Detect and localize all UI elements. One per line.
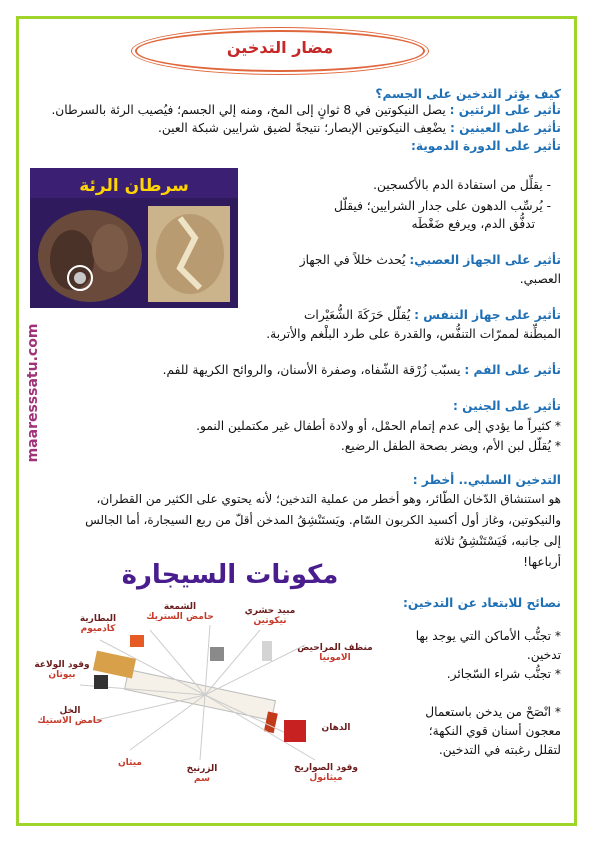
lungs-line <box>51 102 561 119</box>
component-sub-3: نيكوتين <box>253 616 287 626</box>
blood-item-1: - يقلِّل من استفادة الدم بالأكسجين. <box>373 178 551 192</box>
components-title: مكونات السيجارة <box>121 560 339 590</box>
fetus-label: تأثير على الجنين : <box>453 399 561 413</box>
lungs-label: تأثير على الرئتين : <box>449 103 561 117</box>
paint-can-icon <box>284 720 306 742</box>
blood-item-3: تدفُّق الدم، ويرفع ضَغْطَه <box>411 217 535 231</box>
advice-line-1: * تجنُّب الأماكن التي يوجد بها <box>415 629 561 643</box>
lung-cancer-image <box>30 168 238 308</box>
passive-line-4: أرباعها! <box>523 555 561 569</box>
component-sub-2: حامض الستريك <box>146 612 214 622</box>
passive-label: التدخين السلبي.. أخطر : <box>412 473 561 487</box>
mouth-line <box>163 362 561 379</box>
fetus-item-1: * كثيراً ما يؤدي إلى عدم إتمام الحمْل، أو ولادة أطفال غير مكتملين النمو. <box>196 419 561 433</box>
advice-line-4: * انْصَحْ من يدخن باستعمال <box>425 705 561 719</box>
passive-line-1: هو استنشاق الدّخان الطّائر، وهو أخطر من عملية التدخين؛ لأنه يحتوي على الكثير من القطران، <box>96 492 561 506</box>
component-sub-6: حامض الاستيك <box>37 716 103 726</box>
mouth-text: يسبّب زُرْقة الشّفاه، وصفرة الأسنان، والروائح الكريهة للفم. <box>162 363 465 377</box>
diseased-lung-icon <box>38 210 142 302</box>
watermark <box>18 300 40 490</box>
component-label-4: منظف المراحيض <box>297 643 373 653</box>
ammonia-bottle-icon <box>262 641 272 661</box>
fetus-item-2: * يُقلّل لبن الأم، ويضر بصحة الطفل الرضيع. <box>340 439 561 453</box>
advice-line-6: لتقلل رغبته في التدخين. <box>438 743 561 757</box>
lighter-icon <box>94 675 108 689</box>
component-label-5: وقود الولاعة <box>34 660 90 670</box>
nervous-line <box>300 252 561 269</box>
advice-line-2: تدخين. <box>526 648 561 662</box>
lung-image-caption: سرطان الرئة <box>79 176 189 196</box>
question-heading: كيف يؤثر التدخين على الجسم؟ <box>375 87 561 101</box>
component-sub-8: سم <box>194 774 210 784</box>
eyes-text: يضْعِف النيكوتين الإبصار؛ نتيجةً لضيق شرايين شبكة العين. <box>158 121 450 135</box>
component-label-3: مبيد حشري <box>244 606 296 616</box>
advice-line-5: معجون أسنان قوي النكهة؛ <box>428 724 561 738</box>
component-label-8: الزرنيخ <box>186 764 218 774</box>
eyes-label: تأثير على العينين : <box>449 121 561 135</box>
respiratory-line-2: المبطِّنة لممرّات التنفُّس، والقدرة على طرد البلْغم والأتربة. <box>266 327 561 341</box>
component-label-6: الخل <box>59 706 81 716</box>
nervous-label: تأثير على الجهاز العصبي: <box>409 253 561 267</box>
advice-label: نصائح للابتعاد عن التدخين: <box>402 596 561 610</box>
component-sub-10: ميثانول <box>309 773 343 783</box>
passive-line-2: والنيكوتين، وغاز أول أكسيد الكربون السّام. ويَستَنْشِقُ المدخن أقلّ من ربع السيجارة، أما الجالس <box>85 513 561 527</box>
nervous-text: يُحدث خللاً في الجهاز <box>299 253 410 267</box>
mouth-label: تأثير على الفم : <box>464 363 561 377</box>
insecticide-icon <box>210 647 224 661</box>
battery-icon <box>130 635 144 647</box>
page-title: مضار التدخين <box>226 38 334 57</box>
respiratory-label: تأثير على جهاز التنفس : <box>414 308 561 322</box>
component-label-7: ميثان <box>118 758 142 768</box>
nervous-line-2: العصبي. <box>519 272 561 286</box>
healthy-lung-section-icon <box>148 206 230 302</box>
passive-line-3: إلى جانبه، فَيَسْتَنْشِقُ ثلاثة <box>433 534 561 548</box>
component-sub-1: كادميوم <box>80 624 116 634</box>
respiratory-line <box>304 307 561 324</box>
cigarette-components-image <box>30 545 382 795</box>
advice-line-3: * تجنُّب شراء السّجائر. <box>446 667 561 681</box>
component-label-10: وقود الصواريخ <box>294 763 358 773</box>
blood-item-2: - يُرسِّب الدهون على جدار الشرايين؛ فيقلّل <box>333 199 551 213</box>
component-sub-4: الامونيا <box>319 653 351 663</box>
component-label-2: الشمعة <box>163 602 197 612</box>
blood-label: تأثير على الدورة الدموية: <box>410 139 561 153</box>
respiratory-text: يُقلّل حَرَكَةَ الشُّعَيْرات <box>303 308 415 322</box>
component-label-9: الدهان <box>321 723 351 733</box>
cigarette-icon <box>93 651 278 734</box>
watermark-text: maaresssatu.com <box>25 323 41 463</box>
component-label-1: البطارية <box>79 614 117 624</box>
component-sub-5: بيوتان <box>48 670 76 680</box>
eyes-line <box>158 120 561 137</box>
lungs-text: يصل النيكوتين في 8 ثوانٍ إلى المخ، ومنه إلي الجسم؛ فيُصيب الرئة بالسرطان. <box>51 103 450 117</box>
